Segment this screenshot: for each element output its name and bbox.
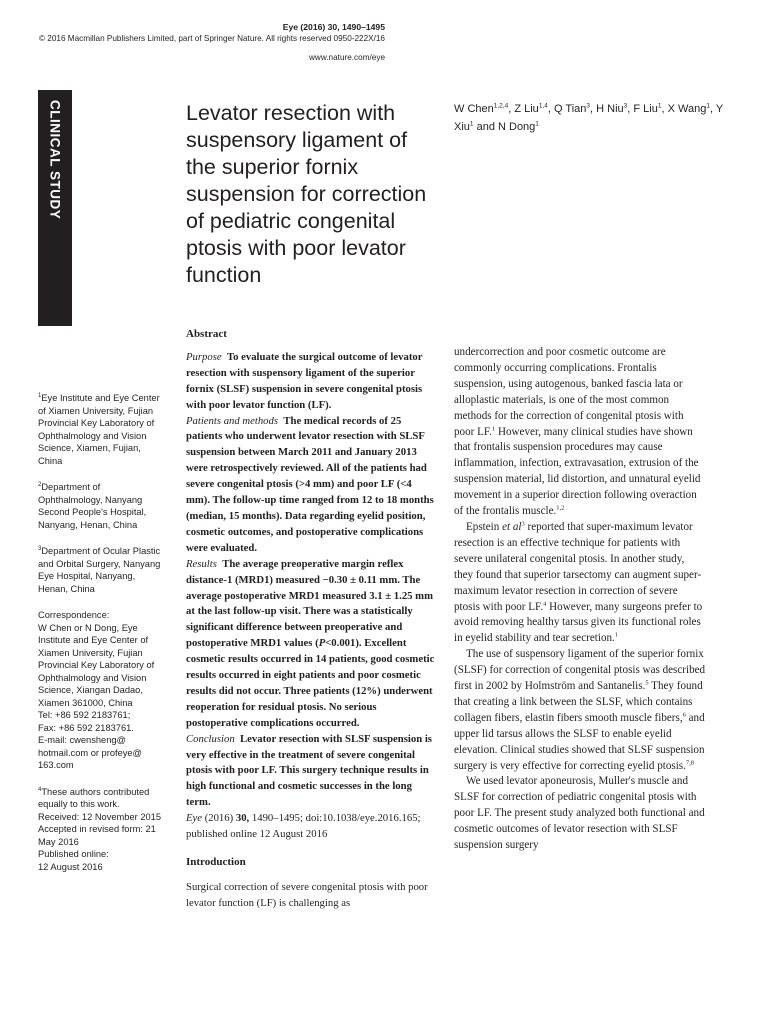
affiliations-sidebar (38, 392, 166, 873)
citation-line: Eye (2016) 30, 1490–1495; doi:10.1038/eye.2016.165; published online 12 August 2016 (186, 812, 421, 841)
affiliation-3: $^3$Department of Ocular Plastic and Orbital Surgery, Nanyang Eye Hospital, Nanyang, Henan, China (38, 545, 161, 594)
affiliation-1: $^1$Eye Institute and Eye Center of Xiamen University, Fujian Provincial Key Laboratory of Ophthalmology and Vision Science, Xiamen, Fujian, China (38, 392, 160, 466)
clinical-study-tab (38, 90, 72, 326)
received-date: Received: 12 November 2015 (38, 811, 161, 822)
accepted-date: Accepted in revised form: 21 May 2016 (38, 824, 156, 847)
author-name: Q Tian$^3$ (553, 102, 591, 115)
affiliation-2: $^2$Department of Ophthalmology, Nanyang Second People's Hospital, Nanyang, Henan, China (38, 481, 147, 530)
correspondence-tel: Tel: +86 592 2183761; (38, 710, 131, 720)
correspondence-email: E-mail: cwensheng@ hotmail.com or profeye@ 163.com (38, 735, 142, 770)
intro-paragraph-1-start: Surgical correction of severe congenital ptosis with poor levator function (LF) is challenging as (186, 880, 428, 909)
published-date: 12 August 2016 (38, 861, 103, 872)
abstract-heading: Abstract (186, 328, 227, 340)
results-text: The average preoperative margin reflex distance-1 (MRD1) measured −0.30 ± 0.11 mm. The average postoperative MRD1 measured 3.1 ± 1.25 mm at the last follow-up visit. There was a statistically significant difference between preoperative and postoperative MRD1 values ( (186, 557, 433, 650)
journal-citation-line: Eye (2016) 30, 1490–1495 (282, 22, 385, 32)
equal-contribution-note: $^4$These authors contributed equally to this work. (38, 786, 150, 809)
results-text-cont: <0.001). Excellent cosmetic results occurred in 14 patients, good cosmetic results occurred in eight patients and poor cosmetic results did not occur. Three patients (12%) underwent reoperation for residual ptosis. No serious postoperative complications occurred. (186, 637, 435, 729)
abstract-body (186, 350, 436, 843)
text-column-1 (186, 327, 436, 912)
intro-paragraph-1-cont: undercorrection and poor cosmetic outcome are commonly occurring complications. Frontalis suspension, using autogenous, banked fascia lata or alloplastic materials, is one of the most common methods for the correction of congenital ptosis with poor LF.$^1$ However, many clinical studies have shown that frontalis suspension procedures may cause inflammation, infection, extravasation, extrusion of the suspension material, lid distortion, and unnatural eyelid movement in a superior direction following overaction of the frontalis muscle.$^{1,2}$ (454, 346, 701, 518)
purpose-text: To evaluate the surgical outcome of levator resection with suspensory ligament of the superior fornix (SLSF) suspension in severe congenital ptosis with poor levator function (LF). (186, 350, 423, 411)
correspondence-fax: Fax: +86 592 2183761. (38, 722, 134, 733)
results-label: Results (186, 557, 217, 570)
correspondence (38, 609, 166, 772)
correspondence-address: W Chen or N Dong, Eye Institute and Eye Center of Xiamen University, Fujian Provincial Key Laboratory of Ophthalmology and Vision Science, Xiangan Dadao, Xiamen 361000, China (38, 622, 155, 708)
author-name: W Chen$^{1,2,4}$ (454, 102, 509, 115)
conclusion-text: Levator resection with SLSF suspension is very effective in the treatment of severe congenital ptosis with poor LF. This surgery technique results in high functional and cosmetic successes in the long term. (186, 732, 432, 809)
author-name: H Niu$^3$ (596, 102, 628, 115)
article-title: Levator resection with suspensory ligament of the superior fornix suspension for correction of pediatric congenital ptosis with poor levator function (186, 101, 427, 287)
correspondence-label: Correspondence: (38, 610, 110, 620)
p-value-symbol: P (318, 637, 326, 650)
journal-header (25, 22, 385, 63)
intro-paragraph-3: The use of suspensory ligament of the superior fornix (SLSF) for correction of congenital ptosis was described first in 2002 by Holmström and Santanelis.$^5$ They found that creating a link between the SLSF, which contains collagen fibers, elastin fibers smooth muscle fibers,$^6$ and upper lid tarsus allows the SLSF to enable eyelid elevation. Clinical studies showed that SLSF suspension surgery is very effective for correcting eyelid ptosis.$^{7,8}$ (454, 648, 706, 772)
author-name: F Liu$^1$ (633, 102, 662, 115)
author-name: Z Liu$^{1,4}$ (514, 102, 548, 115)
journal-url: www.nature.com/eye (309, 53, 385, 62)
author-name: N Dong$^1$ (498, 120, 539, 133)
methods-text: The medical records of 25 patients who underwent levator resection with SLSF suspension between March 2011 and January 2013 were retrospectively reviewed. All of the patients had severe congenital ptosis (>4 mm) and poor LF (<4 mm). The follow-up time ranged from 12 to 18 months (median, 15 months). Data regarding eyelid position, cosmetic outcomes, and postoperative complications were evaluated. (186, 414, 434, 554)
intro-paragraph-4: We used levator aponeurosis, Muller's muscle and SLSF for correction of pediatric congenital ptosis with poor LF. The present study analyzed both functional and cosmetic outcomes of levator resection with SLSF suspension surgery (454, 775, 705, 852)
methods-label: Patients and methods (186, 414, 279, 427)
author-list: W Chen$^{1,2,4}$, Z Liu$^{1,4}$, Q Tian$^3$, H Niu$^3$, F Liu$^1$, X Wang$^1$, Y Xiu$^1$ and N Dong$^1$ (454, 102, 724, 133)
author-name: X Wang$^1$ (667, 102, 710, 115)
published-label: Published online: (38, 849, 109, 859)
conclusion-label: Conclusion (186, 732, 235, 745)
intro-paragraph-2: Epstein et $al^3$ reported that super-maximum levator resection is an effective technique for patients with severe unilateral congenital ptosis. In another study, they found that superior tarsectomy can augment super-maximum levator resection in correction of severe ptosis with poor LF.$^4$ However, many surgeons prefer to avoid removing healthy tarsus given its functional roles in eyelid stability and tear secretion.$^1$ (454, 520, 703, 645)
author-name: Y Xiu$^1$ (454, 103, 724, 133)
introduction-heading: Introduction (186, 856, 246, 868)
copyright-line: © 2016 Macmillan Publishers Limited, part of Springer Nature. All rights reserved 0950-222X/16 (39, 34, 385, 43)
text-column-2 (454, 345, 706, 854)
side-tab-label: CLINICAL STUDY (47, 100, 63, 220)
purpose-label: Purpose (186, 350, 222, 363)
